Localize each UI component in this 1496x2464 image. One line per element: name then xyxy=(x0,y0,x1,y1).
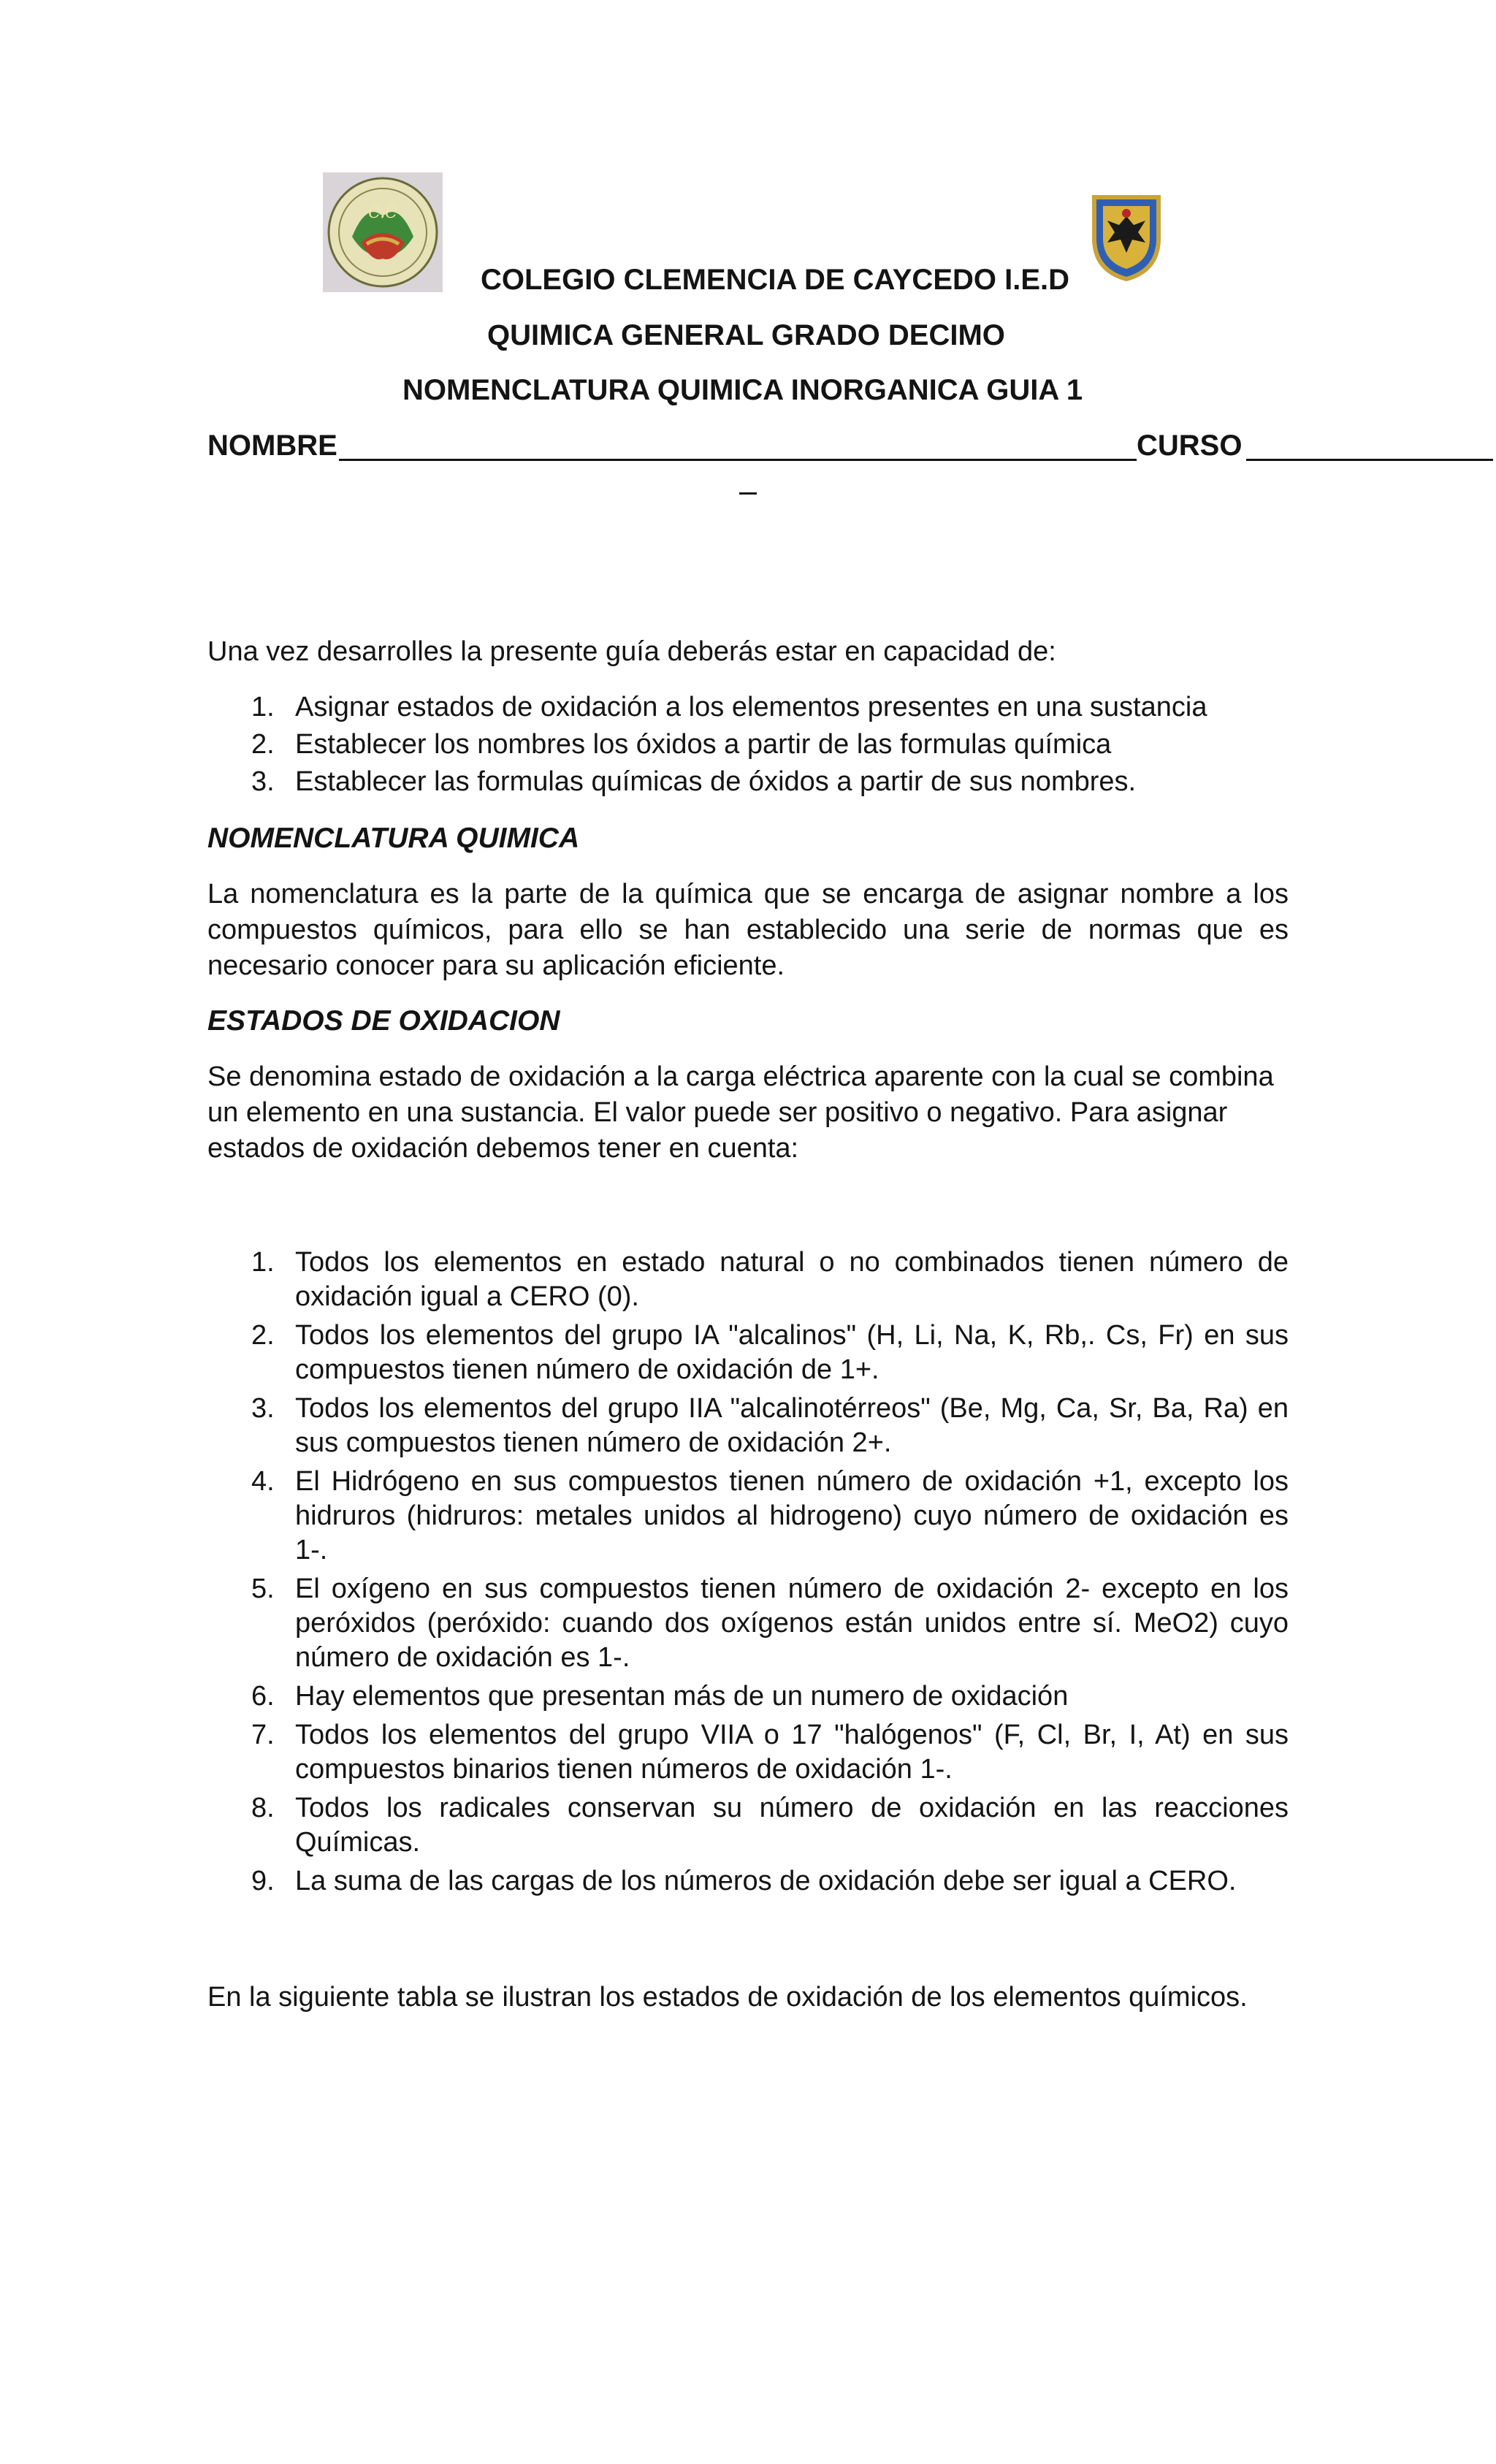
list-item xyxy=(207,1791,1289,1860)
list-item xyxy=(207,1864,1289,1899)
list-text: Todos los elementos en estado natural o no combinados tienen número de oxidación igual a CERO (0). xyxy=(295,1247,1289,1312)
underscore-mark xyxy=(739,492,757,495)
list-number: 6. xyxy=(251,1681,275,1712)
list-text: Asignar estados de oxidación a los elementos presentes en una sustancia xyxy=(295,692,1207,722)
guide-title: NOMENCLATURA QUIMICA INORGANICA GUIA 1 xyxy=(402,374,1083,406)
list-text: La suma de las cargas de los números de oxidación debe ser igual a CERO. xyxy=(295,1866,1237,1896)
list-number: 3. xyxy=(251,766,275,797)
list-number: 2. xyxy=(251,729,275,760)
list-number: 3. xyxy=(251,1393,275,1424)
list-text: Todos los elementos del grupo VIIA o 17 "halógenos" (F, Cl, Br, I, At) en sus compuestos binarios tienen números de oxidación 1-. xyxy=(295,1720,1289,1785)
list-number: 5. xyxy=(251,1574,275,1604)
objectives-list xyxy=(207,690,1289,799)
list-item xyxy=(207,1246,1289,1314)
list-item xyxy=(207,1679,1289,1714)
list-text: El Hidrógeno en sus compuestos tienen número de oxidación +1, excepto los hidruros (hidruros: metales unidos al hidrogeno) cuyo número de oxidación es 1-. xyxy=(295,1466,1289,1565)
list-number: 9. xyxy=(251,1866,275,1896)
list-item xyxy=(207,765,1289,799)
name-label: NOMBRE xyxy=(207,430,337,462)
intro-text: Una vez desarrolles la presente guía deberás estar en capacidad de: xyxy=(207,636,1056,667)
list-number: 1. xyxy=(251,692,275,722)
school-name: COLEGIO CLEMENCIA DE CAYCEDO I.E.D xyxy=(481,264,1070,296)
list-item xyxy=(207,1465,1289,1568)
list-number: 7. xyxy=(251,1720,275,1750)
list-text: Hay elementos que presentan más de un numero de oxidación xyxy=(295,1681,1069,1712)
subject-title: QUIMICA GENERAL GRADO DECIMO xyxy=(487,319,1005,351)
list-item xyxy=(207,1392,1289,1460)
list-item xyxy=(207,1572,1289,1675)
list-text: El oxígeno en sus compuestos tienen número de oxidación 2- excepto en los peróxidos (peróxido: cuando dos oxígenos están unidos entre sí. MeO2) cuyo número de oxidación es 1-. xyxy=(295,1574,1289,1673)
section-text-nomenclatura: La nomenclatura es la parte de la química que se encarga de asignar nombre a los compuestos químicos, para ello se han establecido una serie de normas que es necesario conocer para su aplicación eficiente. xyxy=(207,879,1289,981)
closing-text: En la siguiente tabla se ilustran los estados de oxidación de los elementos químicos. xyxy=(207,1982,1248,2013)
list-text: Todos los elementos del grupo IIA "alcalinotérreos" (Be, Mg, Ca, Sr, Ba, Ra) en sus compuestos tienen número de oxidación 2+. xyxy=(295,1393,1289,1458)
list-text: Establecer las formulas químicas de óxidos a partir de sus nombres. xyxy=(295,766,1137,797)
list-number: 1. xyxy=(251,1247,275,1278)
name-input-line[interactable] xyxy=(339,459,1137,461)
section-title-nomenclatura: NOMENCLATURA QUIMICA xyxy=(207,823,580,854)
list-item xyxy=(207,1718,1289,1787)
list-item xyxy=(207,728,1289,762)
list-text: Establecer los nombres los óxidos a partir de las formulas química xyxy=(295,729,1112,760)
list-item xyxy=(207,1319,1289,1387)
list-number: 2. xyxy=(251,1320,275,1351)
course-label: CURSO xyxy=(1137,430,1243,462)
list-number: 4. xyxy=(251,1466,275,1497)
svg-text:C.C: C.C xyxy=(368,204,397,222)
list-item xyxy=(207,690,1289,725)
course-input-line[interactable] xyxy=(1246,459,1493,461)
section-title-oxidacion: ESTADOS DE OXIDACION xyxy=(207,1005,560,1037)
list-text: Todos los elementos del grupo IA "alcalinos" (H, Li, Na, K, Rb,. Cs, Fr) en sus compuestos tienen número de oxidación de 1+. xyxy=(295,1320,1289,1385)
coat-of-arms-logo xyxy=(1088,191,1164,283)
oxidation-rules-list xyxy=(207,1246,1289,1899)
list-text: Todos los radicales conservan su número de oxidación en las reacciones Químicas. xyxy=(295,1793,1289,1858)
name-course-row xyxy=(207,428,1289,465)
section-text-oxidacion: Se denomina estado de oxidación a la carga eléctrica aparente con la cual se combina un elemento en una sustancia. El valor puede ser positivo o negativo. Para asignar estados de oxidación debemos tener en cuenta: xyxy=(207,1061,1274,1164)
list-number: 8. xyxy=(251,1793,275,1823)
school-logo xyxy=(323,172,443,292)
